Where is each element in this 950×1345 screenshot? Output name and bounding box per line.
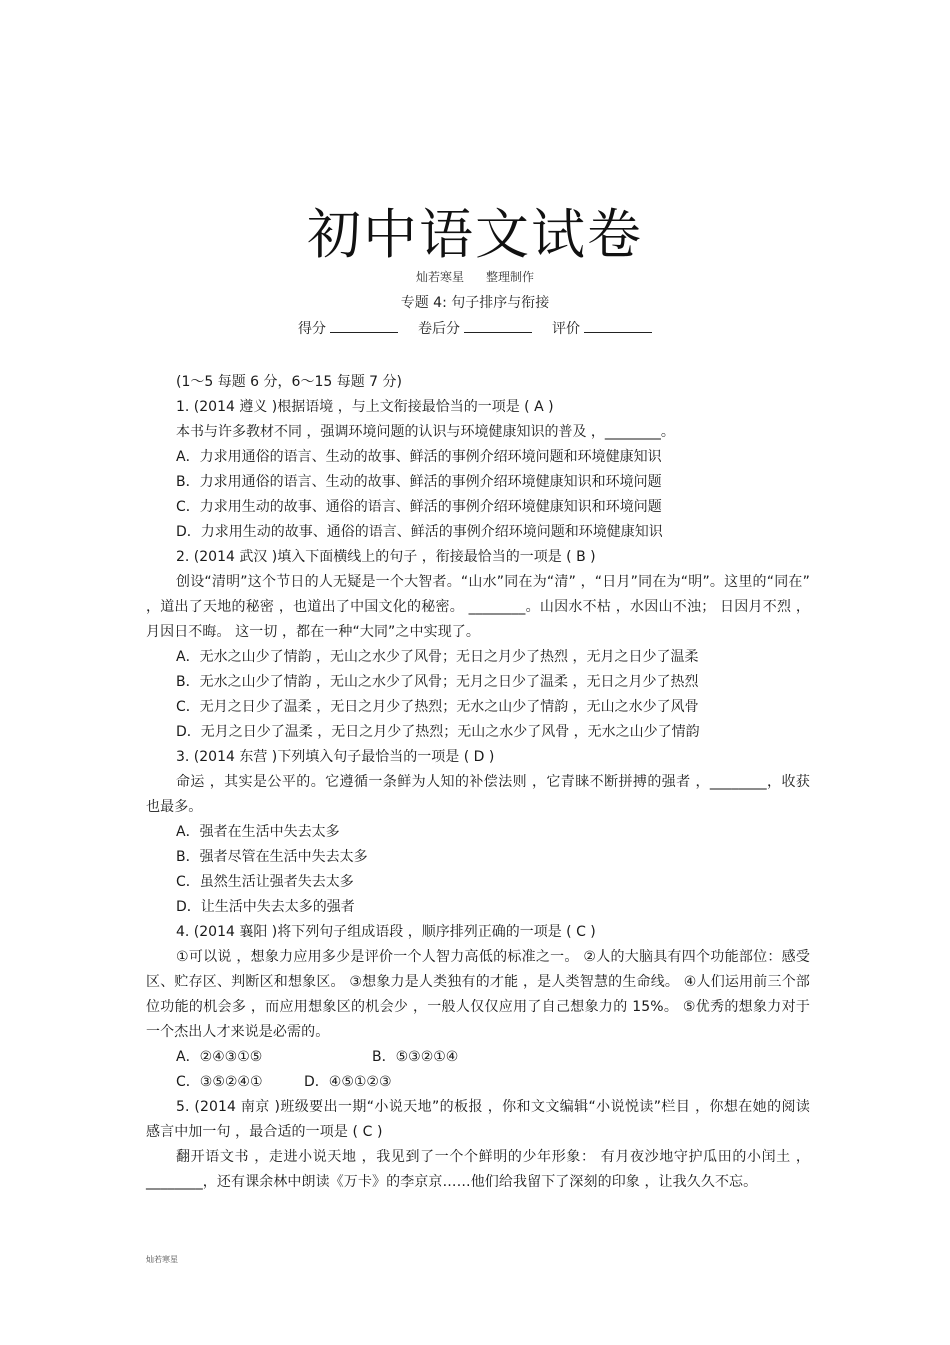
question-4-option-b: B．⑤③②①④: [372, 1049, 459, 1065]
question-3-option-a: A．强者在生活中失去太多: [176, 824, 340, 840]
instructions: (1～5 每题 6 分，6～15 每题 7 分): [176, 374, 402, 390]
question-2-stem: 2. (2014 武汉 )填入下面横线上的句子 ，衔接最恰当的一项是 ( B ): [176, 549, 596, 565]
question-5-stem: 5. (2014 南京 )班级要出一期“小说天地”的板报 ，你和文文编辑“小说悦读”栏目 ，你想在她的阅读感言中加一句 ，最合适的一项是 ( C ): [146, 1099, 810, 1140]
question-4-options-row-2: [146, 1070, 810, 1095]
question-4-options-row-1: [146, 1045, 810, 1070]
question-1-option-d: D．力求用生动的故事、通俗的语言、鲜活的事例介绍环境问题和环境健康知识: [176, 524, 663, 540]
author-name: 灿若寒星: [415, 270, 464, 284]
question-3-option-c: C．虽然生活让强者失去太多: [176, 874, 354, 890]
evaluation-blank: [584, 320, 652, 333]
question-4-option-c: C．③⑤②④①: [176, 1074, 263, 1090]
question-1-stem: 1. (2014 遵义 )根据语境 ，与上文衔接最恰当的一项是 ( A ): [176, 399, 554, 415]
score-label: 得分: [298, 321, 326, 337]
question-1-option-a: A．力求用通俗的语言、生动的故事、鲜活的事例介绍环境问题和环境健康知识: [176, 449, 662, 465]
question-5-text: 翻开语文书 ，走进小说天地 ，我见到了一个个鲜明的少年形象： 有月夜沙地守护瓜田的小闰土 ，________，还有课余林中朗读《万卡》的李京京……他们给我留下了深刻的印象 ，让我久久不忘。: [146, 1149, 810, 1190]
question-3-text: 命运 ，其实是公平的。它遵循一条鲜为人知的补偿法则 ，它青睐不断拼搏的强者 ，________，收获也最多。: [146, 774, 810, 815]
page-title: 初中语文试卷: [307, 203, 643, 266]
question-4-option-a: A．②④③①⑤: [176, 1049, 263, 1065]
question-2-option-c: C．无月之日少了温柔 ，无日之月少了热烈；无水之山少了情韵 ，无山之水少了风骨: [176, 699, 699, 715]
question-2-text: 创设“清明”这个节日的人无疑是一个大智者。“山水”同在为“清” ，“日月”同在为“明”。这里的“同在” ，道出了天地的秘密 ，也道出了中国文化的秘密。 ________。山因水不枯 ，水因山不浊； 日因月不烈 ，月因日不晦。 这一切 ，都在一种“大同”之中实现了。: [146, 574, 810, 640]
question-1-option-b: B．力求用通俗的语言、生动的故事、鲜活的事例介绍环境健康知识和环境问题: [176, 474, 662, 490]
score-line: [0, 318, 950, 338]
question-2-option-b: B．无水之山少了情韵 ，无山之水少了风骨；无月之日少了温柔 ，无日之月少了热烈: [176, 674, 699, 690]
footer-watermark: 灿若寒星: [146, 1255, 178, 1264]
author-line: [0, 268, 950, 285]
score-blank: [330, 320, 398, 333]
evaluation-label: 评价: [552, 321, 580, 337]
question-1-option-c: C．力求用生动的故事、通俗的语言、鲜活的事例介绍环境健康知识和环境问题: [176, 499, 662, 515]
question-1-text: 本书与许多教材不同 ，强调环境问题的认识与环境健康知识的普及 ，________。: [176, 424, 675, 440]
question-4-option-d: D．④⑤①②③: [304, 1074, 392, 1090]
author-note: 整理制作: [486, 270, 535, 284]
question-2-option-a: A．无水之山少了情韵 ，无山之水少了风骨；无日之月少了热烈 ，无月之日少了温柔: [176, 649, 699, 665]
exam-body: [146, 370, 810, 1195]
topic-subtitle: 专题 4: 句子排序与衔接: [400, 295, 550, 311]
question-4-text: ①可以说 ，想象力应用多少是评价一个人智力高低的标准之一。 ②人的大脑具有四个功能部位：感受区、贮存区、判断区和想象区。 ③想象力是人类独有的才能 ，是人类智慧的生命线。 ④人们运用前三个部位功能的机会多 ，而应用想象区的机会少 ，一般人仅仅应用了自己想象力的 15%。 ⑤优秀的想象力对于一个杰出人才来说是必需的。: [146, 949, 810, 1040]
question-3-stem: 3. (2014 东营 )下列填入句子最恰当的一项是 ( D ): [176, 749, 495, 765]
post-score-label: 卷后分: [418, 321, 460, 337]
question-4-stem: 4. (2014 襄阳 )将下列句子组成语段 ，顺序排列正确的一项是 ( C ): [176, 924, 596, 940]
question-3-option-d: D．让生活中失去太多的强者: [176, 899, 355, 915]
question-2-option-d: D．无月之日少了温柔 ，无日之月少了热烈；无山之水少了风骨 ，无水之山少了情韵: [176, 724, 700, 740]
question-3-option-b: B．强者尽管在生活中失去太多: [176, 849, 368, 865]
post-score-blank: [464, 320, 532, 333]
